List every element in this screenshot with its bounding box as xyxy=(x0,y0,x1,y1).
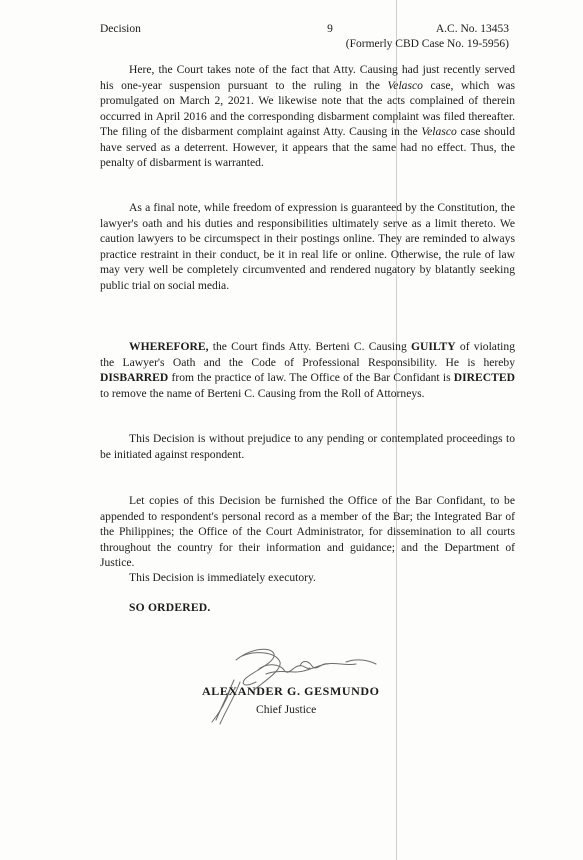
header-document-type: Decision xyxy=(100,23,141,35)
p1-text-a: Here, the Court takes note of the fact that Atty. Causing had just recently served his one-year suspension pursuant to the ruling in the xyxy=(100,63,515,92)
p1-case-name-italic: Velasco xyxy=(387,78,423,92)
p1-text-b: case, which was promulgated on March 2, 2021. We likewise note that the acts complained of therein occurred in April 2016 and the corresponding disbarment complaint was filed thereafter. The filing of the disbarment complaint against Atty. Causing in the xyxy=(100,78,515,138)
paragraph-immediately-executory: This Decision is immediately executory. xyxy=(129,571,316,584)
header-page-number: 9 xyxy=(327,23,333,35)
signature-block xyxy=(196,640,456,730)
p1-text-c: case should have served as a deterrent. However, it appears that the same had no effect. Thus, the penalty of disbarment is warranted. xyxy=(100,125,515,169)
paragraph-so-ordered: SO ORDERED. xyxy=(129,601,211,614)
paragraph-velasco-note xyxy=(100,62,515,171)
p3-directed-bold: DIRECTED xyxy=(453,371,515,384)
p3-disbarred-bold: DISBARRED xyxy=(100,371,169,384)
signatory-name: ALEXANDER G. GESMUNDO xyxy=(202,684,380,698)
paragraph-copies-furnished: Let copies of this Decision be furnished the Office of the Bar Confidant, to be appended to respondent's personal record as a member of the Bar; the Integrated Bar of the Philippines; the Office of the Court Administrator, for dissemination to all courts throughout the country for their information and guidance; and the Department of Justice. xyxy=(100,494,515,569)
paragraph-without-prejudice: This Decision is without prejudice to any pending or contemplated proceedings to be initiated against respondent. xyxy=(100,432,515,461)
p3-guilty-bold: GUILTY xyxy=(410,340,456,353)
p3-text-d: to remove the name of Berteni C. Causing from the Roll of Attorneys. xyxy=(100,386,425,400)
p3-text-b: of violating the Lawyer's Oath and the Code of Professional Responsibility. He is hereby xyxy=(100,340,515,369)
header-case-number: A.C. No. 13453 xyxy=(435,23,509,35)
p1-case-name-italic-2: Velasco xyxy=(421,125,457,138)
p3-text-a: the Court finds Atty. Berteni C. Causing xyxy=(208,340,411,353)
signatory-title: Chief Justice xyxy=(256,703,317,716)
header-former-case: (Formerly CBD Case No. 19-5956) xyxy=(345,38,509,50)
paragraph-wherefore xyxy=(100,339,515,401)
paragraph-final-note: As a final note, while freedom of expression is guaranteed by the Constitution, the lawyer's oath and his duties and responsibilities ultimately serve as a limit thereto. We caution lawyers to be circumspect in their postings online. They are reminded to always practice restraint in their conduct, be it in real life or online. Otherwise, the rule of law may very well be completely circumvented and rendered nugatory by blatantly seeking public trial on social media. xyxy=(100,201,515,292)
p3-text-c: from the practice of law. The Office of the Bar Confidant is xyxy=(168,371,454,384)
p3-wherefore-bold: WHEREFORE, xyxy=(129,340,209,353)
